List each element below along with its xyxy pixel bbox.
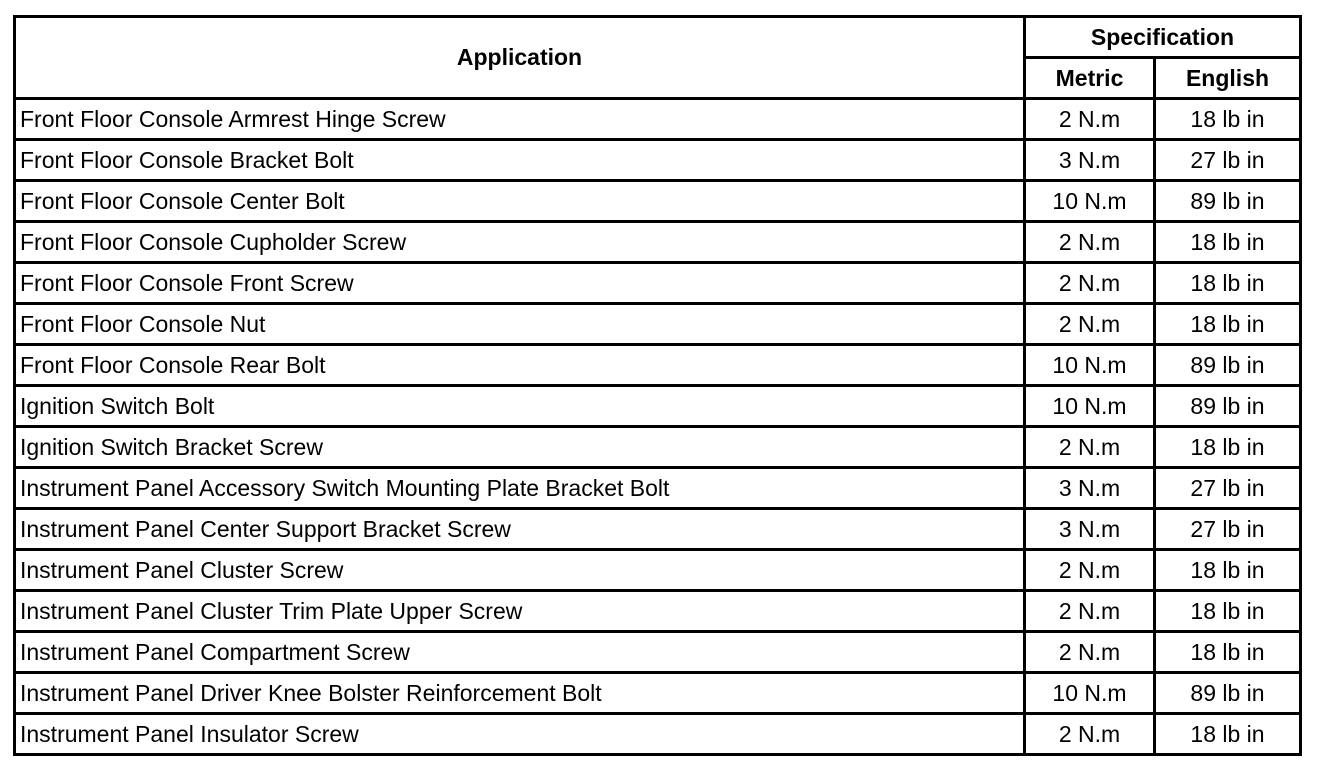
header-row-top xyxy=(15,17,1301,58)
metric-cell: 3 N.m xyxy=(1025,509,1155,550)
table-row xyxy=(15,222,1301,263)
english-cell: 18 lb in xyxy=(1155,304,1301,345)
application-cell: Front Floor Console Bracket Bolt xyxy=(15,140,1025,181)
table-row xyxy=(15,304,1301,345)
application-cell: Instrument Panel Accessory Switch Mounting Plate Bracket Bolt xyxy=(15,468,1025,509)
application-header: Application xyxy=(15,17,1025,99)
table-row xyxy=(15,386,1301,427)
table-row xyxy=(15,468,1301,509)
table-row xyxy=(15,345,1301,386)
application-cell: Instrument Panel Cluster Screw xyxy=(15,550,1025,591)
application-cell: Ignition Switch Bolt xyxy=(15,386,1025,427)
table-row xyxy=(15,673,1301,714)
metric-cell: 10 N.m xyxy=(1025,673,1155,714)
table-row xyxy=(15,140,1301,181)
application-cell: Instrument Panel Insulator Screw xyxy=(15,714,1025,755)
metric-cell: 2 N.m xyxy=(1025,714,1155,755)
metric-cell: 2 N.m xyxy=(1025,99,1155,140)
metric-cell: 3 N.m xyxy=(1025,468,1155,509)
metric-cell: 2 N.m xyxy=(1025,222,1155,263)
metric-cell: 2 N.m xyxy=(1025,304,1155,345)
metric-cell: 2 N.m xyxy=(1025,550,1155,591)
application-cell: Front Floor Console Center Bolt xyxy=(15,181,1025,222)
english-cell: 27 lb in xyxy=(1155,140,1301,181)
application-cell: Front Floor Console Cupholder Screw xyxy=(15,222,1025,263)
table-row xyxy=(15,263,1301,304)
english-cell: 18 lb in xyxy=(1155,591,1301,632)
table-row xyxy=(15,550,1301,591)
english-cell: 18 lb in xyxy=(1155,263,1301,304)
application-cell: Instrument Panel Driver Knee Bolster Reinforcement Bolt xyxy=(15,673,1025,714)
application-cell: Front Floor Console Nut xyxy=(15,304,1025,345)
application-cell: Front Floor Console Front Screw xyxy=(15,263,1025,304)
application-cell: Front Floor Console Rear Bolt xyxy=(15,345,1025,386)
english-header: English xyxy=(1155,58,1301,99)
english-cell: 27 lb in xyxy=(1155,468,1301,509)
specification-header: Specification xyxy=(1025,17,1301,58)
metric-cell: 2 N.m xyxy=(1025,427,1155,468)
fastener-specification-table xyxy=(13,15,1302,756)
english-cell: 89 lb in xyxy=(1155,345,1301,386)
metric-cell: 10 N.m xyxy=(1025,345,1155,386)
english-cell: 89 lb in xyxy=(1155,673,1301,714)
english-cell: 89 lb in xyxy=(1155,386,1301,427)
application-cell: Instrument Panel Cluster Trim Plate Upper Screw xyxy=(15,591,1025,632)
table-body xyxy=(15,99,1301,755)
metric-cell: 2 N.m xyxy=(1025,591,1155,632)
english-cell: 18 lb in xyxy=(1155,427,1301,468)
english-cell: 18 lb in xyxy=(1155,714,1301,755)
application-cell: Ignition Switch Bracket Screw xyxy=(15,427,1025,468)
metric-cell: 2 N.m xyxy=(1025,263,1155,304)
metric-cell: 3 N.m xyxy=(1025,140,1155,181)
table-row xyxy=(15,591,1301,632)
table-row xyxy=(15,99,1301,140)
table-row xyxy=(15,509,1301,550)
english-cell: 18 lb in xyxy=(1155,550,1301,591)
english-cell: 18 lb in xyxy=(1155,99,1301,140)
table-row xyxy=(15,714,1301,755)
table-row xyxy=(15,427,1301,468)
table-header xyxy=(15,17,1301,99)
metric-cell: 10 N.m xyxy=(1025,181,1155,222)
english-cell: 27 lb in xyxy=(1155,509,1301,550)
application-cell: Front Floor Console Armrest Hinge Screw xyxy=(15,99,1025,140)
table-row xyxy=(15,632,1301,673)
application-cell: Instrument Panel Center Support Bracket Screw xyxy=(15,509,1025,550)
english-cell: 18 lb in xyxy=(1155,222,1301,263)
application-cell: Instrument Panel Compartment Screw xyxy=(15,632,1025,673)
metric-header: Metric xyxy=(1025,58,1155,99)
table-row xyxy=(15,181,1301,222)
metric-cell: 2 N.m xyxy=(1025,632,1155,673)
metric-cell: 10 N.m xyxy=(1025,386,1155,427)
english-cell: 89 lb in xyxy=(1155,181,1301,222)
english-cell: 18 lb in xyxy=(1155,632,1301,673)
